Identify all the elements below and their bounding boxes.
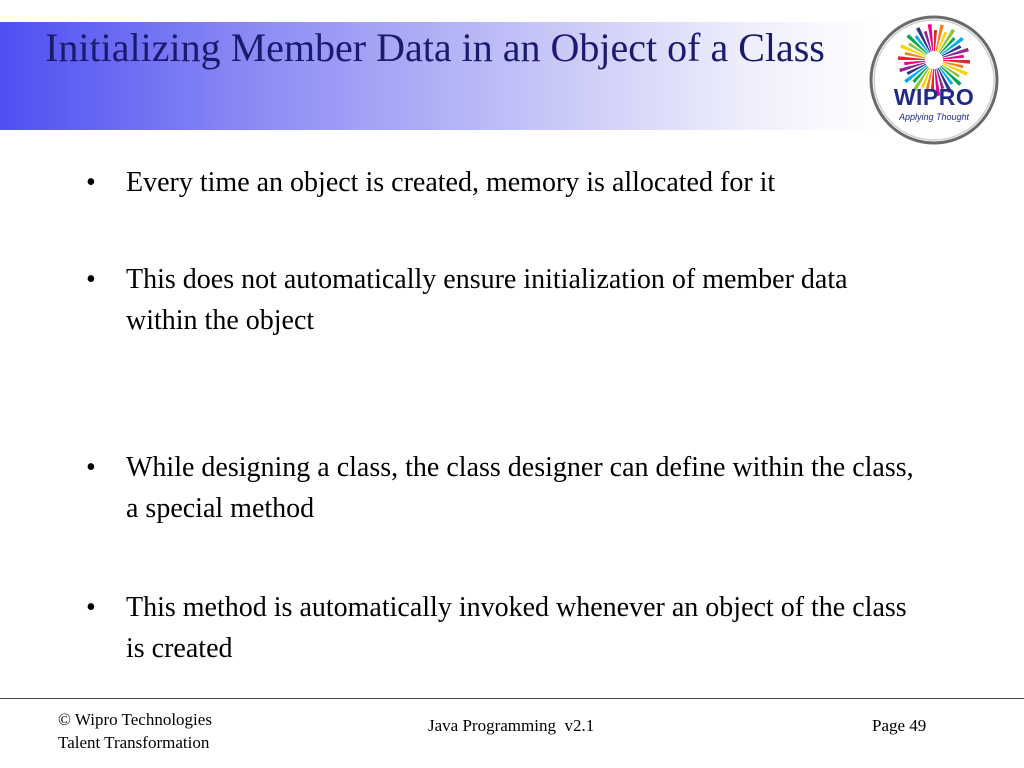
- bullet-marker: •: [86, 167, 96, 198]
- footer-divider: [0, 698, 1024, 699]
- bullet-marker: •: [86, 452, 96, 483]
- bullet-marker: •: [86, 264, 96, 295]
- footer-copyright-line1: © Wipro Technologies: [58, 710, 212, 729]
- footer-copyright: [58, 708, 212, 754]
- slide-title: Initializing Member Data in an Object of a Class: [45, 25, 825, 70]
- bullet-text: This does not automatically ensure initialization of member data within the object: [126, 264, 848, 336]
- bullet-item: [86, 447, 926, 529]
- logo-brand-text: WIPRO: [893, 84, 975, 110]
- footer-course: Java Programming v2.1: [428, 716, 595, 735]
- bullet-text: This method is automatically invoked whenever an object of the class is created: [126, 592, 907, 664]
- bullet-text: While designing a class, the class designer can define within the class, a special method: [126, 452, 914, 524]
- bullet-item: [86, 587, 926, 669]
- logo-tagline: Applying Thought: [898, 112, 970, 122]
- footer-page-number: Page 49: [872, 716, 927, 735]
- footer-copyright-line2: Talent Transformation: [58, 733, 210, 752]
- bullet-marker: •: [86, 592, 96, 623]
- bullet-item: [86, 259, 926, 341]
- bullet-item: [86, 162, 926, 203]
- bullet-text: Every time an object is created, memory is allocated for it: [126, 167, 776, 198]
